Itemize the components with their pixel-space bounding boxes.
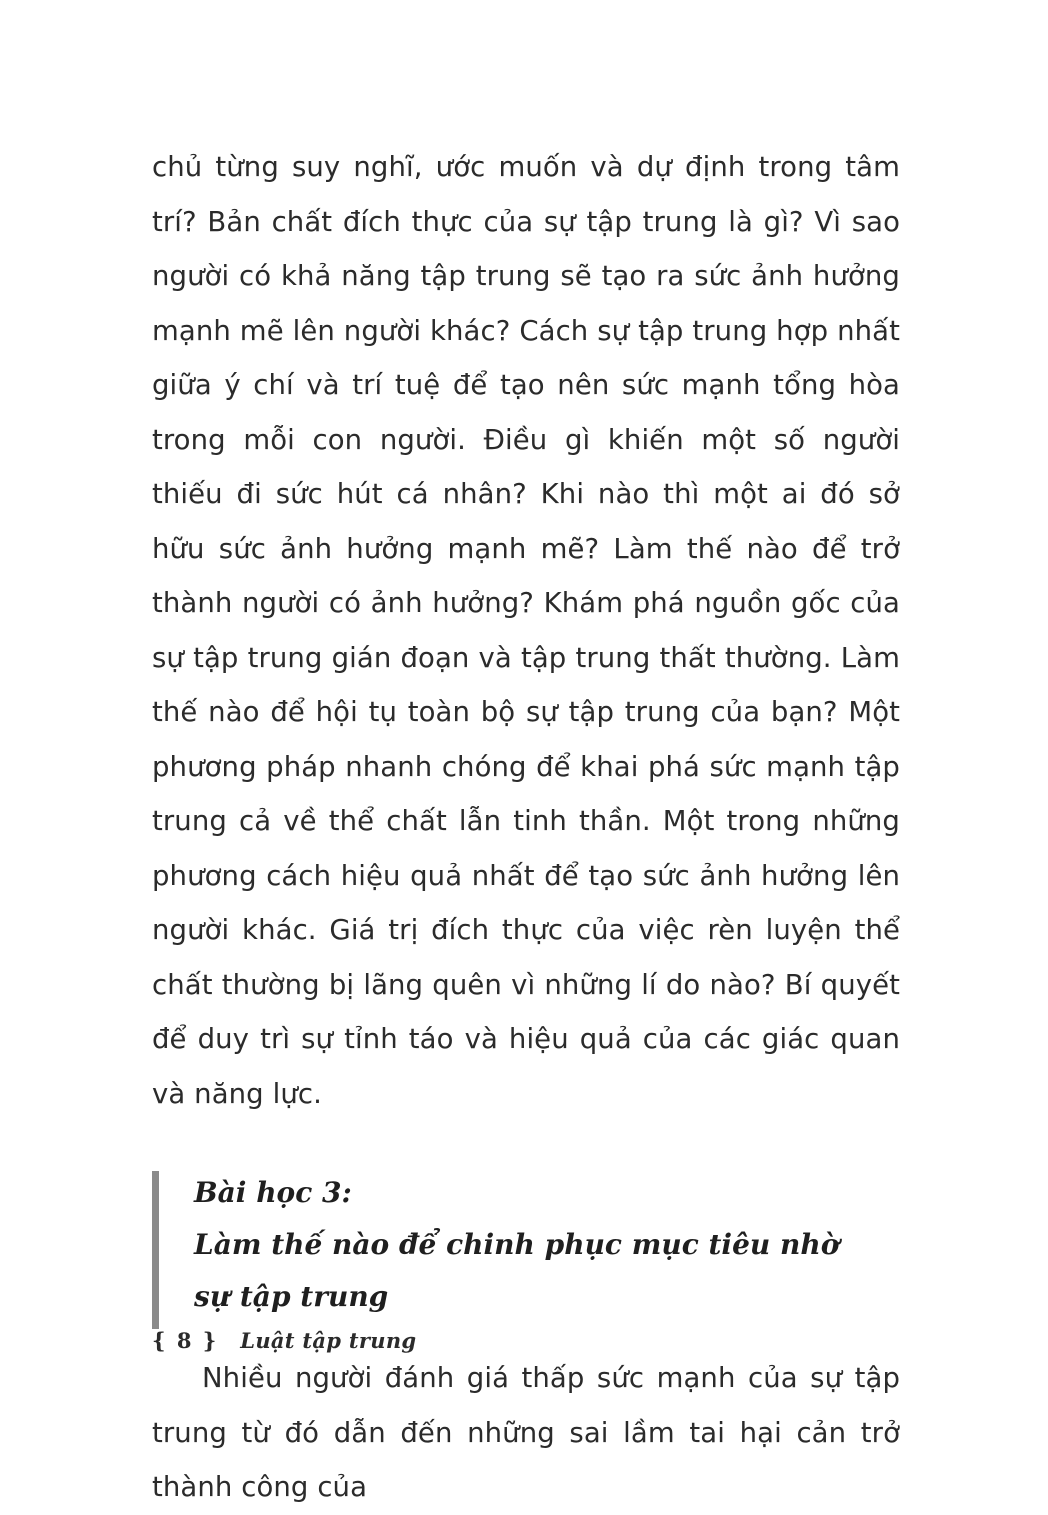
paragraph-continued: chủ từng suy nghĩ, ước muốn và dự định trong tâm trí? Bản chất đích thực của sự tập trung là gì? Vì sao người có khả năng tập trung sẽ tạo ra sức ảnh hưởng mạnh mẽ lên người khác? Cách sự tập trung hợp nhất giữa ý chí và trí tuệ để tạo nên sức mạnh tổng hòa trong mỗi con người. Điều gì khiến một số người thiếu đi sức hút cá nhân? Khi nào thì một ai đó sở hữu sức ảnh hưởng mạnh mẽ? Làm thế nào để trở thành người có ảnh hưởng? Khám phá nguồn gốc của sự tập trung gián đoạn và tập trung thất thường. Làm thế nào để hội tụ toàn bộ sự tập trung của bạn? Một phương pháp nhanh chóng để khai phá sức mạnh tập trung cả về thể chất lẫn tinh thần. Một trong những phương cách hiệu quả nhất để tạo sức ảnh hưởng lên người khác. Giá trị đích thực của việc rèn luyện thể chất thường bị lãng quên vì những lí do nào? Bí quyết để duy trì sự tỉnh táo và hiệu quả của các giác quan và năng lực.: [152, 151, 900, 1110]
page-number: { 8 }: [152, 1328, 219, 1353]
page-footer: [152, 1328, 416, 1353]
lesson-accent-bar: [152, 1171, 159, 1329]
paragraph-after-heading: Nhiều người đánh giá thấp sức mạnh của sự tập trung từ đó dẫn đến những sai lầm tai hại cản trở thành công của: [152, 1362, 900, 1503]
lesson-title-line-1: Làm thế nào để chinh phục mục tiêu nhờ: [194, 1228, 840, 1261]
lesson-title-line-2: sự tập trung: [194, 1280, 389, 1313]
lesson-label: Bài học 3:: [194, 1176, 352, 1209]
lesson-heading: [194, 1167, 900, 1323]
lesson-heading-block: [152, 1167, 900, 1323]
running-title: Luật tập trung: [240, 1328, 417, 1353]
